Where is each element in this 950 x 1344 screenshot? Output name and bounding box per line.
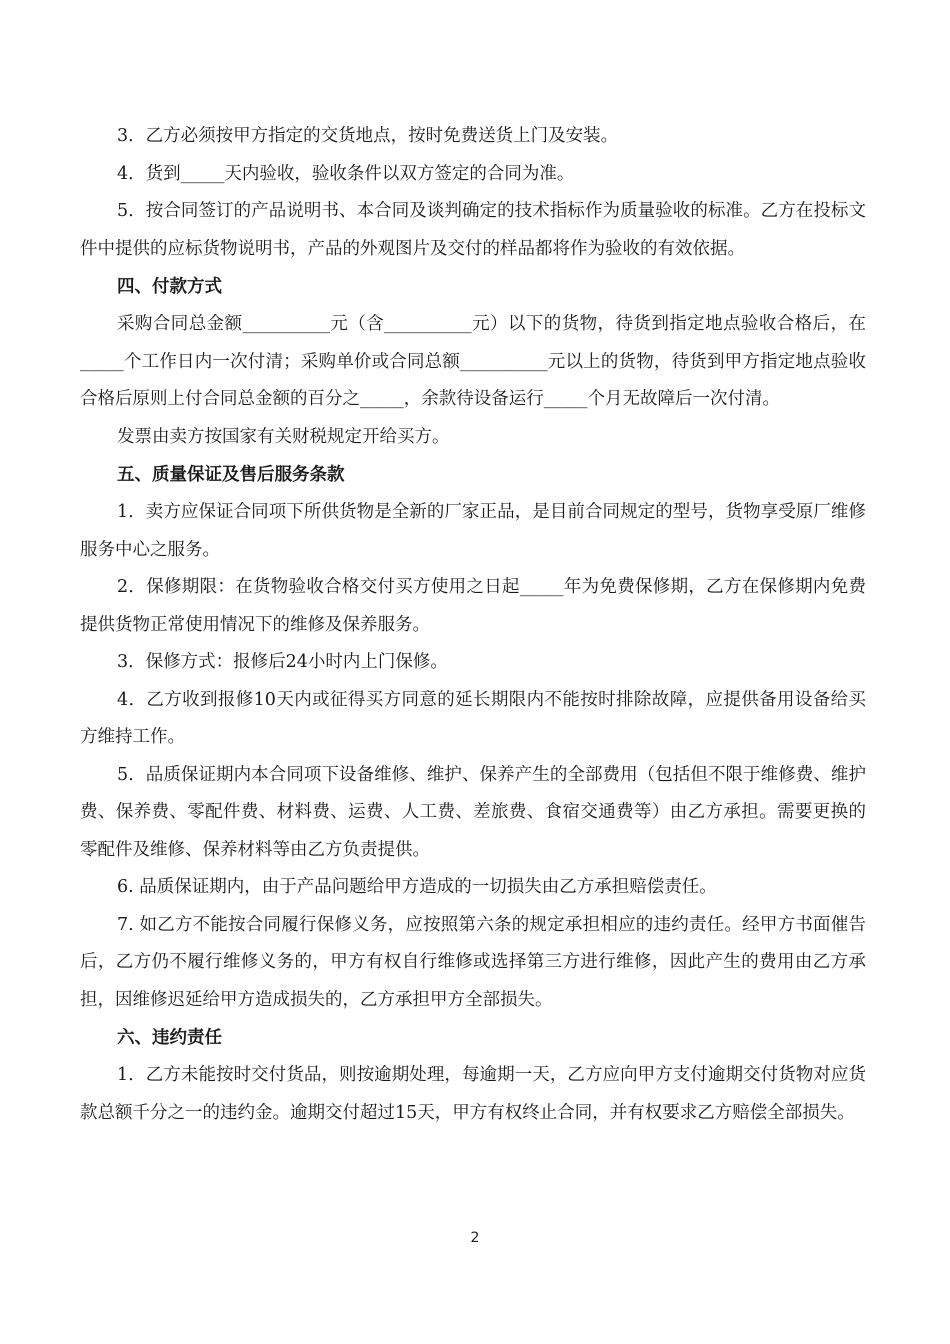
clause-5-quality-standard: 5．按合同签订的产品说明书、本合同及谈判确定的技术指标作为质量验收的标准。乙方在投标文件中提供的应标货物说明书，产品的外观图片及交付的样品都将作为验收的有效依据。 bbox=[80, 201, 866, 259]
warranty-clause-4: 4．乙方收到报修10天内或征得买方同意的延长期限内不能按时排除故障，应提供备用设备给买方维持工作。 bbox=[80, 689, 866, 747]
page-number: 2 bbox=[470, 1230, 480, 1246]
warranty-clause-6: 6. 品质保证期内，由于产品问题给甲方造成的一切损失由乙方承担赔偿责任。 bbox=[117, 877, 717, 897]
warranty-clause-1: 1．卖方应保证合同项下所供货物是全新的厂家正品，是目前合同规定的型号，货物享受原厂维修服务中心之服务。 bbox=[80, 502, 866, 560]
warranty-clause-2: 2．保修期限：在货物验收合格交付买方使用之日起_____年为免费保修期，乙方在保修期内免费提供货物正常使用情况下的维修及保养服务。 bbox=[80, 577, 866, 635]
clause-4-acceptance: 4．货到_____天内验收，验收条件以双方签定的合同为准。 bbox=[117, 163, 575, 184]
document-body bbox=[80, 118, 866, 1132]
section-heading-payment: 四、付款方式 bbox=[117, 277, 222, 297]
section-heading-liability: 六、违约责任 bbox=[117, 1028, 222, 1048]
warranty-clause-3: 3．保修方式：报修后24小时内上门保修。 bbox=[117, 652, 448, 672]
payment-terms: 采购合同总金额__________元（含__________元）以下的货物，待货到指定地点验收合格后，在_____个工作日内一次付清；采购单价或合同总额__________元以上的货物，待货到甲方指定地点验收合格后原则上付合同总金额的百分之_____，余款待设备运行_____个月无故障后一次付清。 bbox=[80, 314, 866, 409]
invoice-terms: 发票由卖方按国家有关财税规定开给买方。 bbox=[117, 426, 450, 447]
section-heading-warranty: 五、质量保证及售后服务条款 bbox=[117, 465, 345, 485]
clause-3-delivery: 3．乙方必须按甲方指定的交货地点，按时免费送货上门及安装。 bbox=[117, 126, 619, 146]
liability-clause-1: 1．乙方未能按时交付货品，则按逾期处理，每逾期一天，乙方应向甲方支付逾期交付货物对应货款总额千分之一的违约金。逾期交付超过15天，甲方有权终止合同，并有权要求乙方赔偿全部损失。 bbox=[80, 1065, 866, 1123]
warranty-clause-7: 7. 如乙方不能按合同履行保修义务，应按照第六条的规定承担相应的违约责任。经甲方书面催告后，乙方仍不履行维修义务的，甲方有权自行维修或选择第三方进行维修，因此产生的费用由乙方承担，因维修迟延给甲方造成损失的，乙方承担甲方全部损失。 bbox=[80, 914, 866, 1010]
warranty-clause-5: 5．品质保证期内本合同项下设备维修、维护、保养产生的全部费用（包括但不限于维修费、维护费、保养费、零配件费、材料费、运费、人工费、差旅费、食宿交通费等）由乙方承担。需要更换的零配件及维修、保养材料等由乙方负责提供。 bbox=[80, 764, 866, 860]
